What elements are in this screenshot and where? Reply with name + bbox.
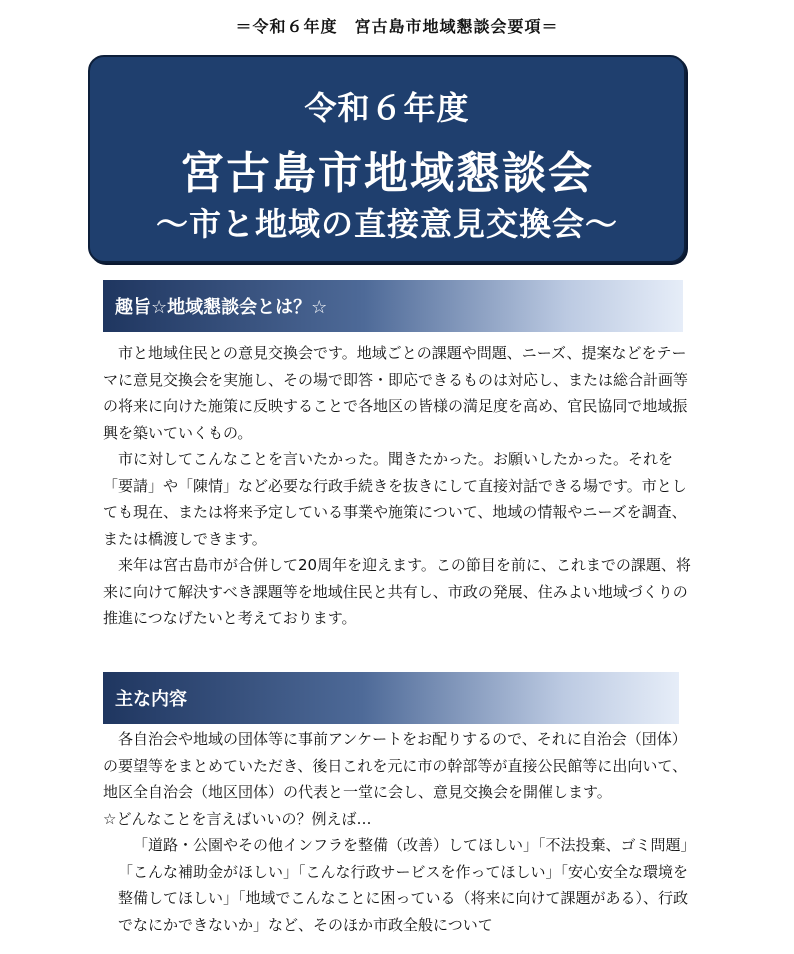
title-subtitle: ～市と地域の直接意見交換会～ [155,205,618,243]
section-body-content [103,726,693,938]
title-banner [88,55,686,263]
content-question: ☆どんなことを言えばいいの？例えば… [103,809,372,828]
content-paragraph: 各自治会や地域の団体等に事前アンケートをお配りするので、それに自治会（団体）の要望等をまとめていただき、後日これを元に市の幹部等が直接公民館等に出向いて、地区全自治会（地区団体）の代表と一堂に会し、意見交換会を開催します。 [103,730,688,801]
document-header-line: ＝令和６年度 宮古島市地域懇談会要項＝ [235,17,559,36]
section-heading-content: 主な内容 [103,672,679,724]
content-examples: 「道路・公園やその他インフラを整備（改善）してほしい」「不法投棄、ゴミ問題」「こんな補助金がほしい」「こんな行政サービスを作ってほしい」「安心安全な環境を整備してほしい」「地域でこんなことに困っている（将来に向けて課題がある）、行政でなにかできないか」など、そのほか市政全般について [118,836,689,934]
title-year: 令和６年度 [304,89,470,127]
purpose-paragraph-2: 市に対してこんなことを言いたかった。聞きたかった。お願いしたかった。それを「要請」や「陳情」など必要な行政手続きを抜きにして直接対話できる場です。市としても現在、または将来予定している事業や施策について、地域の情報やニーズを調査、または橋渡しできます。 [103,450,687,548]
title-main: 宮古島市地域懇談会 [180,148,594,199]
section-heading-purpose: 趣旨☆地域懇談会とは？☆ [103,280,683,332]
purpose-paragraph-1: 市と地域住民との意見交換会です。地域ごとの課題や問題、ニーズ、提案などをテーマに意見交換会を実施し、その場で即答・即応できるものは対応し、または総合計画等の将来に向けた施策に反映することで各地区の皆様の満足度を高め、官民協同で地域振興を築いていくもの。 [103,344,689,442]
purpose-paragraph-3: 来年は宮古島市が合併して20周年を迎えます。この節目を前に、これまでの課題、将来に向けて解決すべき課題等を地域住民と共有し、市政の発展、住みよい地域づくりの推進につなげたいと考えております。 [103,556,691,627]
section-body-purpose [103,340,693,632]
